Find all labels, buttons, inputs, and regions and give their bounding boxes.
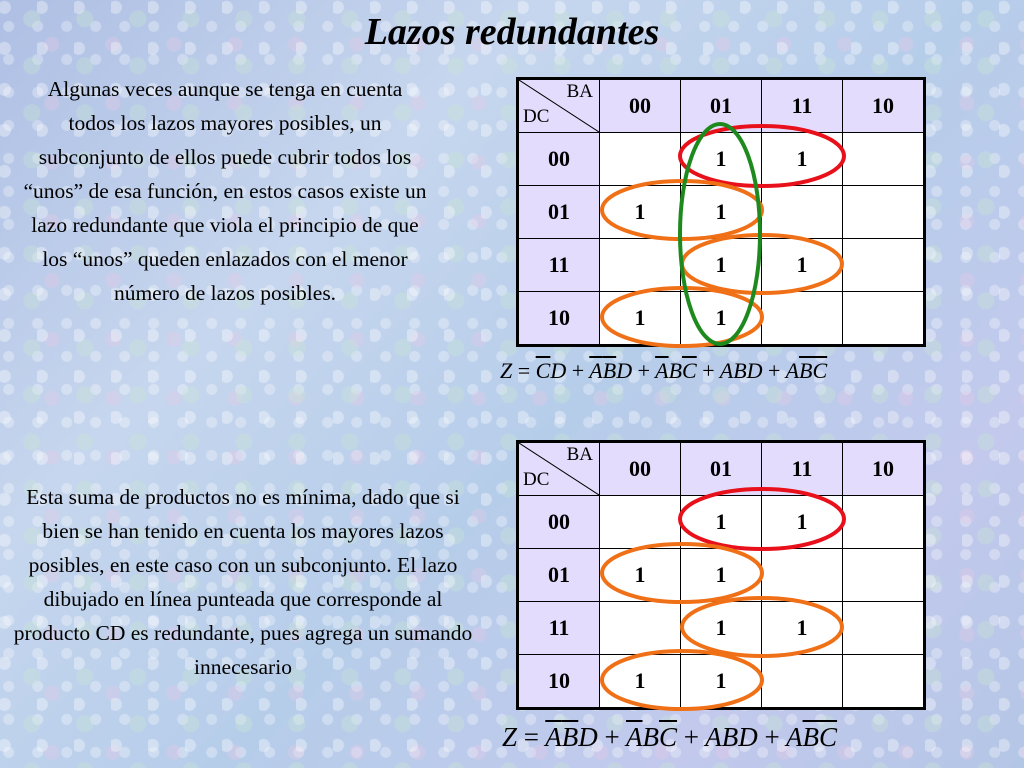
kmap-corner — [518, 442, 600, 496]
kmap-cell: 1 — [762, 239, 843, 292]
kmap-cell — [762, 655, 843, 709]
kmap-cell — [600, 496, 681, 549]
equation-term — [786, 722, 837, 752]
eq-var: D — [738, 722, 758, 752]
eq-var: $\overline{A}$ — [626, 722, 643, 752]
kmap-cell — [600, 239, 681, 292]
eq-var: $\overline{B}$ — [561, 722, 579, 752]
equation-equals: = — [517, 358, 531, 383]
eq-var: $\overline{A}$ — [655, 358, 669, 383]
kmap-cell — [843, 133, 925, 186]
eq-var: $\overline{C}$ — [682, 358, 697, 383]
eq-var: D — [578, 722, 598, 752]
equation-equals: = — [523, 722, 540, 752]
equation-plus: + — [702, 358, 715, 383]
row-header: 10 — [518, 292, 600, 346]
kmap-cell: 1 — [681, 239, 762, 292]
equation-term — [720, 358, 763, 383]
equation-term — [655, 358, 697, 383]
eq-var: $\overline{A}$ — [545, 722, 562, 752]
row-variables-label: DC — [523, 469, 550, 490]
kmap-cell — [762, 549, 843, 602]
eq-var: B — [642, 722, 660, 752]
equation-plus: + — [604, 722, 620, 752]
row-header: 11 — [518, 602, 600, 655]
kmap-cell: 1 — [681, 602, 762, 655]
karnaugh-map-bottom — [516, 440, 926, 710]
row-header: 00 — [518, 496, 600, 549]
kmap-cell — [600, 133, 681, 186]
eq-var: $\overline{C}$ — [535, 358, 551, 383]
row-header: 01 — [518, 549, 600, 602]
equation-plus: + — [571, 358, 585, 383]
equation-term — [786, 358, 828, 383]
page-title: Lazos redundantes — [364, 11, 660, 53]
equation-term — [536, 358, 567, 383]
kmap-cell: 1 — [681, 655, 762, 709]
column-header: 01 — [681, 79, 762, 133]
kmap-cell: 1 — [600, 186, 681, 239]
column-variables-label: BA — [566, 81, 593, 102]
kmap-cell: 1 — [681, 186, 762, 239]
eq-var: $\overline{C}$ — [819, 722, 838, 752]
eq-var: D — [550, 358, 567, 383]
row-header: 10 — [518, 655, 600, 709]
kmap-cell — [843, 496, 925, 549]
kmap-cell: 1 — [600, 292, 681, 346]
kmap-cell: 1 — [681, 133, 762, 186]
equation-term — [589, 358, 632, 383]
equation-term — [626, 722, 677, 752]
kmap-cell — [762, 186, 843, 239]
eq-var: $\overline{C}$ — [659, 722, 678, 752]
eq-var: D — [746, 358, 763, 383]
kmap-cell — [600, 602, 681, 655]
eq-var: $\overline{C}$ — [812, 358, 828, 383]
conclusion-paragraph: Esta suma de productos no es mínima, dado que si bien se han tenido en cuenta los mayores lazos posibles, en este caso con un subconjunto. El lazo dibujado en línea punteada que corresponde al producto CD es redundante, pues agrega un sumando innecesario — [13, 485, 473, 679]
kmap-cell: 1 — [681, 292, 762, 346]
column-header: 11 — [762, 79, 843, 133]
column-header: 00 — [600, 79, 681, 133]
kmap-cell: 1 — [762, 496, 843, 549]
kmap-cell — [843, 186, 925, 239]
kmap-cell: 1 — [600, 549, 681, 602]
eq-var: A — [785, 358, 800, 383]
kmap-cell — [843, 602, 925, 655]
equation-term — [705, 722, 758, 752]
kmap-corner — [518, 79, 600, 133]
kmap-cell: 1 — [681, 549, 762, 602]
equation-bottom — [502, 722, 837, 753]
kmap-cell — [843, 239, 925, 292]
eq-var: A — [786, 722, 803, 752]
column-header: 11 — [762, 442, 843, 496]
karnaugh-map-top — [516, 77, 926, 347]
eq-var: B — [733, 358, 747, 383]
equation-plus: + — [768, 358, 781, 383]
eq-var: $\overline{B}$ — [799, 358, 813, 383]
kmap-cell — [843, 292, 925, 346]
eq-var: $\overline{A}$ — [589, 358, 603, 383]
row-variables-label: DC — [523, 106, 550, 127]
eq-var: B — [668, 358, 683, 383]
kmap-cell: 1 — [600, 655, 681, 709]
equation-top — [500, 358, 827, 384]
eq-var: B — [721, 722, 739, 752]
eq-var: $\overline{B}$ — [802, 722, 820, 752]
eq-var: D — [616, 358, 633, 383]
row-header: 00 — [518, 133, 600, 186]
column-header: 10 — [843, 442, 925, 496]
eq-var: $\overline{B}$ — [602, 358, 617, 383]
equation-term — [545, 722, 598, 752]
column-variables-label: BA — [566, 444, 593, 465]
column-header: 00 — [600, 442, 681, 496]
row-header: 11 — [518, 239, 600, 292]
row-header: 01 — [518, 186, 600, 239]
eq-var: A — [719, 358, 734, 383]
equation-plus: + — [683, 722, 700, 752]
eq-var: A — [705, 722, 722, 752]
column-header: 10 — [843, 79, 925, 133]
equation-lhs: Z — [500, 358, 513, 383]
kmap-cell — [762, 292, 843, 346]
explanation-paragraph: Algunas veces aunque se tenga en cuenta todos los lazos mayores posibles, un subconjunto de ellos puede cubrir todos los “unos” de esa función, en estos casos existe un lazo redundante que viola el principio de que los “unos” queden enlazados con el menor número de lazos posibles. — [23, 77, 427, 305]
kmap-cell — [843, 549, 925, 602]
equation-plus: + — [637, 358, 650, 383]
column-header: 01 — [681, 442, 762, 496]
kmap-cell: 1 — [762, 602, 843, 655]
equation-plus: + — [764, 722, 780, 752]
kmap-cell: 1 — [762, 133, 843, 186]
equation-lhs: Z — [502, 722, 518, 752]
kmap-cell — [843, 655, 925, 709]
kmap-cell: 1 — [681, 496, 762, 549]
